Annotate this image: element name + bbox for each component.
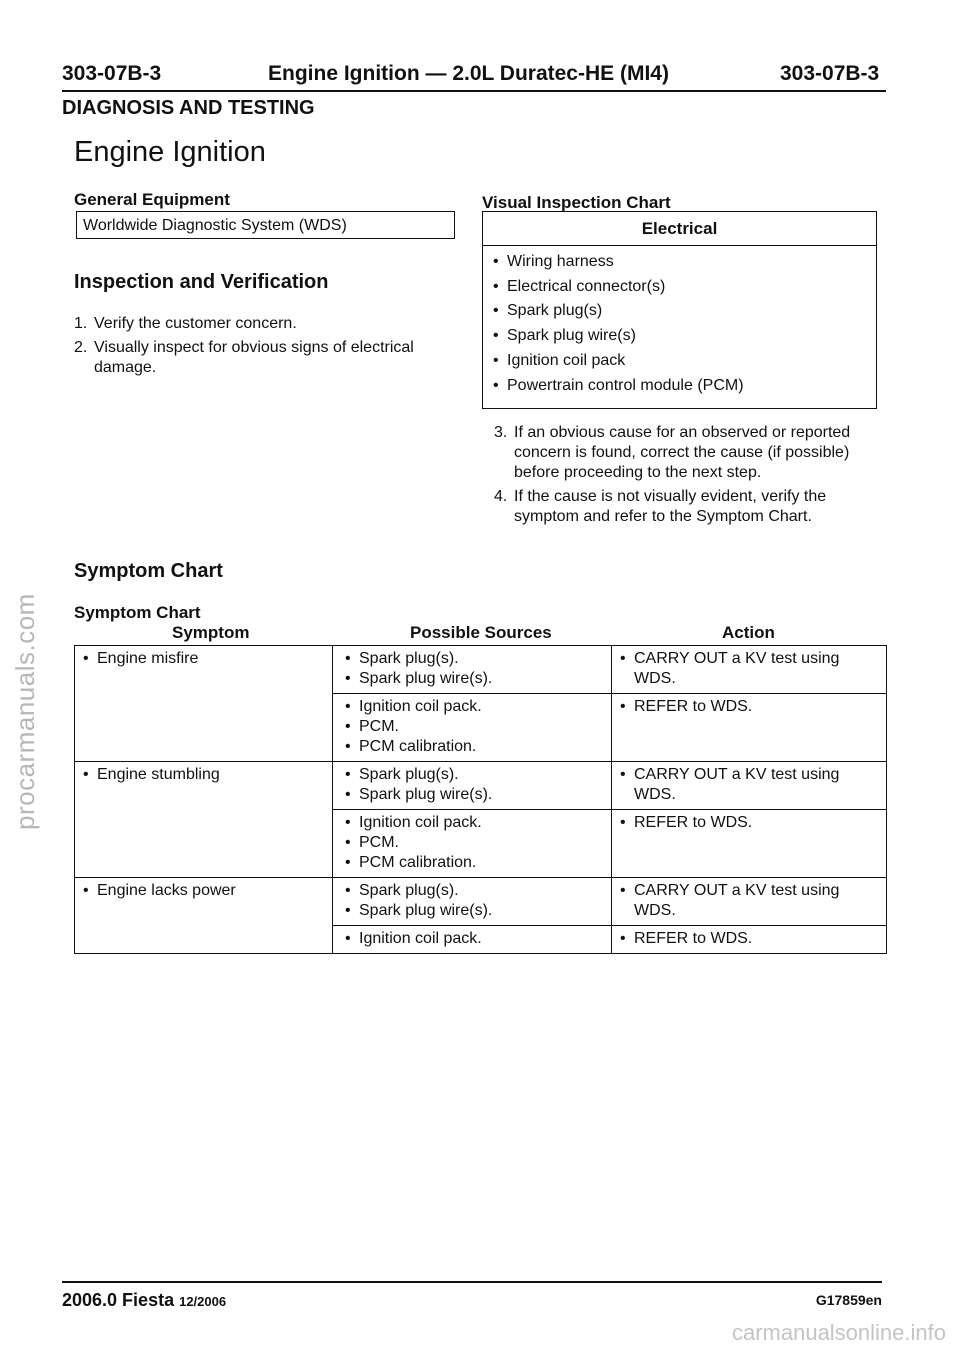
page-code-right: 303-07B-3 [780,62,880,85]
page-header-title: Engine Ignition — 2.0L Duratec-HE (MI4) [268,62,669,85]
inspection-steps [74,314,464,378]
inspection-heading: Inspection and Verification [74,271,329,293]
step-number: 1. [74,315,88,332]
step-text: Verify the customer concern. [94,315,297,332]
inspection-step [74,314,464,334]
step-number: 2. [74,339,88,356]
symptom-cell: • Engine stumbling [75,762,333,878]
visual-inspection-column-header: Electrical [483,212,876,246]
action-cell: • CARRY OUT a KV test using WDS. [612,762,887,810]
step-number: 3. [494,424,508,441]
section-title: DIAGNOSIS AND TESTING [62,97,315,119]
general-equipment-item: Worldwide Diagnostic System (WDS) [76,211,455,239]
action-cell: • REFER to WDS. [612,694,887,762]
inspection-step [74,338,464,378]
symptom-chart-heading: Symptom Chart [74,560,223,582]
step-text: If the cause is not visually evident, verify the symptom and refer to the Symptom Chart. [514,488,827,525]
action-cell: • REFER to WDS. [612,926,887,954]
page-title: Engine Ignition [74,136,266,168]
bottom-watermark: carmanualsonline.info [731,1320,946,1345]
general-equipment-heading: General Equipment [74,190,230,209]
action-cell: • REFER to WDS. [612,810,887,878]
sources-cell: • Ignition coil pack. • PCM. • PCM calibration. [333,810,612,878]
footer-model [62,1290,226,1311]
step-text: Visually inspect for obvious signs of electrical damage. [94,339,414,376]
inspection-step [494,487,888,527]
symptom-chart-table-title: Symptom Chart [74,603,201,622]
table-row [75,762,887,810]
symptom-cell: • Engine lacks power [75,878,333,954]
table-row [75,878,887,926]
symptom-table [74,645,887,954]
list-item: • Ignition coil pack [493,351,626,369]
column-header-symptom: Symptom [172,623,250,642]
sources-cell: • Spark plug(s). • Spark plug wire(s). [333,878,612,926]
action-cell: • CARRY OUT a KV test using WDS. [612,878,887,926]
visual-inspection-heading: Visual Inspection Chart [482,193,671,212]
continued-steps [494,423,888,527]
list-item: • Wiring harness [493,253,614,270]
sources-cell: • Spark plug(s). • Spark plug wire(s). [333,762,612,810]
step-text: If an obvious cause for an observed or reported concern is found, correct the cause (if possible) before proceeding to the next step. [514,424,851,481]
footer-rule [62,1281,882,1283]
column-header-sources: Possible Sources [410,623,552,642]
footer-date: 12/2006 [179,1294,227,1309]
header-rule [62,90,886,92]
action-cell: • CARRY OUT a KV test using WDS. [612,646,887,694]
sources-cell: • Ignition coil pack. [333,926,612,954]
sources-cell: • Spark plug(s). • Spark plug wire(s). [333,646,612,694]
list-item: • Spark plug wire(s) [493,327,636,345]
column-header-action: Action [722,623,775,642]
footer-code: G17859en [815,1292,882,1308]
symptom-cell: • Engine misfire [75,646,333,762]
footer-model-name: 2006.0 Fiesta [62,1290,175,1310]
visual-inspection-list [483,246,876,398]
visual-inspection-table [482,211,877,409]
list-item: • Spark plug(s) [493,302,603,320]
table-row [75,646,887,694]
side-watermark: procarmanuals.com [10,593,40,830]
step-number: 4. [494,488,508,505]
sources-cell: • Ignition coil pack. • PCM. • PCM calibration. [333,694,612,762]
list-item: • Powertrain control module (PCM) [493,376,744,394]
inspection-step [494,423,888,483]
list-item: • Electrical connector(s) [493,277,666,295]
page-code-left: 303-07B-3 [62,62,162,85]
